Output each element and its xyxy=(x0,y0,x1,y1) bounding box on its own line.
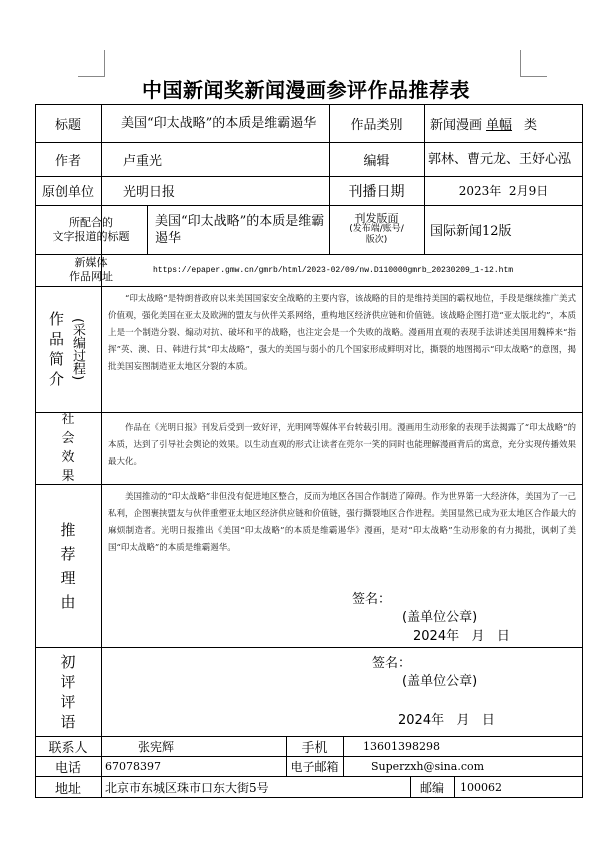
related-label-line2: 文字报道的标题 xyxy=(52,229,130,243)
reason-seal: (盖单位公章) xyxy=(402,610,478,625)
contact-person-value: 张宪辉 xyxy=(137,739,174,754)
mobile-value: 13601398298 xyxy=(363,739,440,753)
media-label-line2: 作品网址 xyxy=(69,270,113,283)
page-label xyxy=(329,205,424,254)
category-prefix: 新闻漫画 xyxy=(430,117,483,133)
page-label-line2: (发布端/账号/ xyxy=(349,224,404,234)
postcode-value: 100062 xyxy=(460,780,502,794)
address-label: 地址 xyxy=(54,781,81,797)
intro-label-char-1: 作 xyxy=(48,310,64,328)
effect-label-char-1: 社 xyxy=(61,412,75,427)
crop-mark-top-right xyxy=(520,50,547,77)
related-label xyxy=(35,205,147,254)
category-label: 作品类别 xyxy=(350,117,403,133)
editor-label: 编辑 xyxy=(363,153,390,169)
email-value: Superzxh@sina.com xyxy=(371,759,485,773)
unit-label: 原创单位 xyxy=(41,185,94,200)
date-value: 2023年 2月9日 xyxy=(458,184,549,198)
page-title: 中国新闻奖新闻漫画参评作品推荐表 xyxy=(142,78,470,102)
reason-label-char-1: 推 xyxy=(60,520,76,539)
effect-label-char-3: 效 xyxy=(61,450,75,465)
unit-value: 光明日报 xyxy=(123,185,176,200)
review-label-char-1: 初 xyxy=(60,652,76,671)
reason-sign-label: 签名： xyxy=(352,592,392,607)
date-label: 刊播日期 xyxy=(348,183,405,200)
intro-text: “印太战略”是特朗普政府以来美国国家安全战略的主要内容，该战略的目的是维持美国的霸权地位，手段是继续推广美式价值观，强化美国在亚太及欧洲的盟友与伙伴关系网络，重构地区经济供应链和价值链。该战略企图打造“亚太版北约”，本质上是一个制造分裂、煽动对抗、破坏和平的战略，也注定会是一个失败的战略。漫画用直观的表现手法讲述美国用魏棒来“指挥”英、澳、日、韩进行其“印太战略”，强大的美国与弱小的几个国家形成鲜明对比，撕裂的地图揭示“印太战略”的意图，揭批美国妄图制造亚太地区分裂的本质。 xyxy=(108,294,576,372)
review-date: 2024年 月 日 xyxy=(398,713,495,728)
category-underlined: 单幅 xyxy=(486,117,513,133)
phone-value: 67078397 xyxy=(105,759,161,773)
related-value: 美国“印太战略”的本质是维霸遏华 xyxy=(155,213,325,246)
reason-label xyxy=(35,484,101,647)
intro-sub-label: (采编过程) xyxy=(70,317,85,381)
media-url-link[interactable]: https://epaper.gmw.cn/gmrb/html/2023-02/09/nw.D110000gmrb_20230209_1-12.htm xyxy=(153,265,514,275)
contact-person-label: 联系人 xyxy=(48,740,88,756)
media-label-line1: 新媒体 xyxy=(74,256,108,269)
review-label-char-3: 评 xyxy=(60,692,76,711)
reason-date: 2024年 月 日 xyxy=(413,629,510,644)
intro-label-char-4: 介 xyxy=(48,370,64,388)
phone-label: 电话 xyxy=(54,760,81,776)
intro-label-char-2: 品 xyxy=(48,330,64,348)
postcode-label: 邮编 xyxy=(419,780,444,795)
title-value: 美国“印太战略”的本质是维霸遏华 xyxy=(121,115,317,131)
category-value xyxy=(424,104,583,142)
review-seal: (盖单位公章) xyxy=(402,674,478,689)
review-label-char-2: 评 xyxy=(60,672,76,691)
effect-text: 作品在《光明日报》刊发后受到一致好评，光明网等媒体平台转载引用。漫画用生动形象的表现手法揭露了“印太战略”的本质，达到了引导社会舆论的效果。以生动直观的形式让读者在莞尔一笑的同时也能理解漫画背后的寓意，充分实现传播效果最大化。 xyxy=(108,423,576,467)
review-label-char-4: 语 xyxy=(60,712,76,731)
related-label-line1: 所配合的 xyxy=(69,215,113,229)
review-sign-label: 签名： xyxy=(372,656,412,671)
mobile-label: 手机 xyxy=(301,740,328,756)
reason-label-char-3: 理 xyxy=(60,568,76,587)
author-label: 作者 xyxy=(54,153,81,169)
crop-mark-top-left xyxy=(78,50,105,77)
email-label: 电子邮箱 xyxy=(290,759,339,774)
page-label-line3: 版次) xyxy=(365,235,388,245)
effect-label-char-2: 会 xyxy=(61,431,75,446)
reason-label-char-2: 荐 xyxy=(60,544,76,563)
reason-label-char-4: 由 xyxy=(60,592,76,611)
address-value: 北京市东城区珠市口东大街5号 xyxy=(105,780,269,795)
intro-label-char-3: 简 xyxy=(48,350,64,368)
intro-label xyxy=(35,286,101,412)
title-label: 标题 xyxy=(54,117,81,133)
page-label-line1: 刊发版面 xyxy=(354,212,399,225)
reason-text: 美国推动的“印太战略”非但没有促进地区整合，反而为地区各国合作制造了障碍。作为世界第一大经济体，美国为了一己私利，企图裹挟盟友与伙伴重塑亚太地区经济供应链和价值链，强行撕裂地区合作进程。美国显然已成为亚太地区合作最大的麻烦制造者。光明日报推出《美国“印太战略”的本质是维霸遏华》漫画，是对“印太战略”生动形象的有力揭批，讽刺了美国“印太战略”的本质是维霸遏华。 xyxy=(108,492,576,553)
media-label xyxy=(35,254,147,286)
review-label xyxy=(35,647,101,736)
effect-label-char-4: 果 xyxy=(61,469,75,484)
effect-label xyxy=(35,412,101,484)
category-suffix: 类 xyxy=(524,117,538,133)
page-value: 国际新闻12版 xyxy=(430,224,512,239)
editor-value: 郭林、曹元龙、王妤心泓 xyxy=(428,151,572,167)
author-value: 卢重光 xyxy=(123,153,163,169)
